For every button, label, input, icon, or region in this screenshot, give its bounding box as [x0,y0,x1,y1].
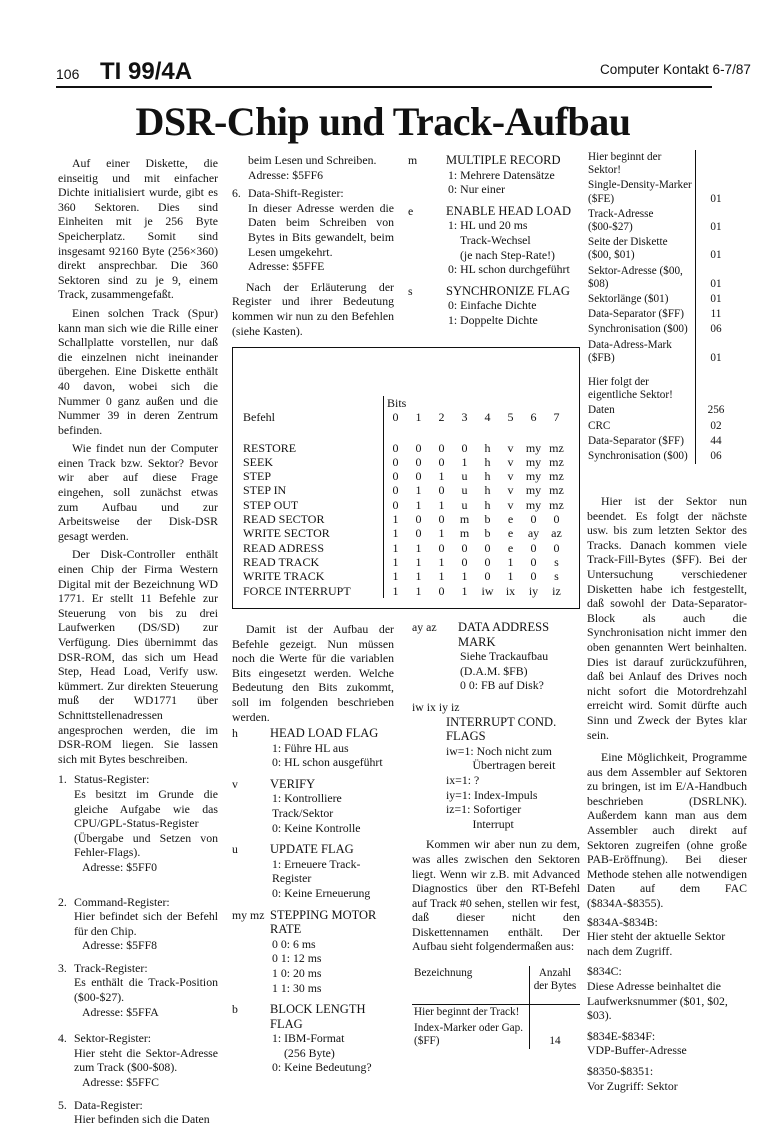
command-row [243,526,568,540]
sector-row-label: Hier beginnt der Sektor! [588,151,662,177]
sector-row [586,403,736,418]
register-list [58,772,218,1126]
bit-value: e [507,540,514,555]
bit-value: mz [549,483,564,498]
sector-row [586,178,736,206]
bit-value: 0 [484,540,491,555]
sector-row [586,338,736,366]
flag-key: iw ix iy iz [412,699,460,714]
bit-value: 1 [415,569,422,584]
bit-value: 1 [461,454,468,469]
sector-row-count [696,150,737,178]
bit-value: 0 [438,583,445,598]
flag-key: v [232,776,238,791]
sector-row-count: 01 [696,292,737,307]
bit-value: 0 [438,440,445,455]
bit-value: 1 [384,569,408,583]
bit-value: 0 [438,540,445,555]
column-3-top [408,153,580,335]
list-number: 2. [58,894,67,909]
paragraph: Nach der Erläuterung der Register und ihrer Bedeutung kommen wir nun zu den Befehlen (siehe Kasten). [232,279,394,338]
command-row [243,498,568,512]
bit-value: mz [549,454,564,469]
sector-row-label: Daten [588,404,615,417]
bit-value: 1 [438,554,445,569]
list-number: 6. [232,186,241,201]
command-name: STEP [243,469,272,484]
list-address: Adresse: $5FFA [82,1004,159,1019]
command-row [243,441,568,455]
bit-value: b [484,526,491,541]
list-head: Track-Register: [74,960,148,975]
flag-value: 1: Führe HL aus [272,740,349,755]
flag-name: ENABLE HEAD LOAD [446,203,571,218]
sector-row-label: Data-Adress-Mark ($FB) [588,338,672,364]
bit-value: my [525,483,542,498]
bit-value: h [484,454,491,469]
list-head: Status-Register: [74,772,150,787]
bit-value: 1 [384,555,408,569]
flag-key: b [232,1002,238,1017]
list-item [232,186,394,274]
sector-row-label: Data-Separator ($FF) [588,434,684,447]
bit-number: 2 [438,410,445,425]
bit-value: 0 [530,554,537,569]
address-list [587,915,747,1094]
flag-key: s [408,283,413,298]
bit-number: 0 [384,410,408,424]
bit-value: b [484,512,491,527]
command-name: FORCE INTERRUPT [243,583,351,598]
bit-value: 0 [415,454,422,469]
sector-row-count: 01 [696,178,737,206]
flag-key: ay az [412,620,437,634]
sector-row-label: Synchronisation ($00) [588,450,688,463]
flag-value: Übertragen bereit [446,758,556,773]
list-address: Adresse: $5FFC [82,1075,160,1090]
sector-row [586,292,736,307]
bit-value: 0 [384,441,408,455]
bit-value: 1 [384,512,408,526]
sector-row [586,419,736,434]
address-label: $8350-$8351: [587,1063,654,1078]
bit-value: 1 [461,583,468,598]
bit-value: 0 [438,512,445,527]
address-label: $834E-$834F: [587,1028,656,1043]
list-head: Data-Register: [74,1097,143,1112]
flag-value: 0 1: 12 ms [272,951,322,966]
sector-row [586,307,736,322]
sector-row-count: 02 [696,419,737,434]
bit-value: 0 [461,440,468,455]
address-label: $834A-$834B: [587,914,658,929]
paragraph: Einen solchen Track (Spur) kann man sich wie die Rille einer Schallplatte vorstellen, nur daß die einzelnen nicht ineinander übergehen. Eine Diskette enthält 40 davon, wobei sich die Nummer 0 ganz außen und die Nummer 39 in deren Zentrum befinden. [58,305,218,437]
bit-value: 1 [438,526,445,541]
flag-name: BLOCK LENGTH FLAG [270,1002,366,1031]
bit-value: v [507,454,514,469]
flag-value: iy=1: Index-Impuls [446,787,538,802]
bit-value: 0 [384,469,408,483]
column-3-bottom [412,620,580,1049]
bit-value: 1 [415,540,422,555]
list-item [58,961,218,1019]
flag-definition [408,204,580,277]
flag-key: h [232,726,238,740]
flag-value: (D.A.M. $FB) [460,663,528,678]
list-body: Es enthält die Track-Position ($00-$27). [74,975,218,1005]
sector-row-count [696,366,737,403]
flag-value: Interrupt [446,816,514,831]
flag-value: 0: Keine Erneuerung [272,885,371,900]
command-row [243,555,568,569]
bit-value: m [459,512,470,527]
column-4-text [587,494,747,1093]
flag-key: u [232,842,238,857]
paragraph: Kommen wir aber nun zu dem, was alles zwischen den Sektoren liegt. Wenn wir z.B. mit Advanced Diagnostics über den RT-Befehl auf Track #0 sehen, stellen wir fest, daß dieser nicht den Diskettennamen enthält. Der Aufbau sieht folgendermaßen aus: [412,837,580,954]
list-body: Hier befinden sich die Daten [74,1112,210,1127]
list-number: 3. [58,960,67,975]
command-name: READ TRACK [243,554,320,569]
sector-row [586,449,736,464]
list-body: Hier befindet sich der Befehl für den Chip. [74,909,218,938]
sector-row-label: Synchronisation ($00) [588,323,688,336]
bit-value: my [525,497,542,512]
flag-definition [232,1002,404,1075]
flag-name: DATA ADDRESS MARK [458,620,550,649]
bit-value: iw [481,583,494,598]
sector-row-label: Sektor-Adresse ($00, $08) [588,264,683,290]
column-4 [586,150,746,464]
list-address: Adresse: $5FF8 [82,938,158,953]
list-item [58,895,218,953]
paragraph: Hier ist der Sektor nun beendet. Es folgt der nächste usw. bis zum letzten Sektor des Tracks. Danach kommen viele Track-Fill-Bytes ($FF). Bei der Untersuchung verschiedener Disketten habe ich festgestellt, daß sowohl der Data-Separator-Block als auch die Synchronisation nicht immer den oben genannten Wert beinhalten. Dies ist darauf zurückzuführen, daß bei Anlauf des Drives noch nicht sofort die Motordrehzahl erreicht wird. Somit dürfte auch Sinn und Zweck der Bytes klar sein. [587,494,747,742]
flag-name: UPDATE FLAG [270,842,354,857]
sector-row [586,366,736,403]
command-table-box [232,347,580,609]
flag-value: 0: HL schon durchgeführt [448,262,570,277]
command-row [243,512,568,526]
flag-definition [412,620,580,693]
flag-definition [232,842,404,900]
bit-value: az [551,526,562,541]
bit-value: 1 [507,569,514,584]
bit-value: iz [552,583,561,598]
sector-row-count: 06 [696,449,737,464]
track-row-count [530,1005,581,1021]
flag-value: 0: Nur einer [448,182,505,197]
flag-value: Track-Wechsel [460,232,531,247]
bit-value: v [507,469,514,484]
bit-value: 1 [384,526,408,540]
list-item [58,772,218,874]
bit-definitions [232,726,404,1082]
flag-definition [232,777,404,835]
flag-value: 1: Erneuere Track-Register [272,856,361,886]
track-row-label: Index-Marker oder Gap. ($FF) [414,1021,524,1047]
bit-value: 0 [415,526,422,541]
sector-row [586,235,736,263]
flag-definition [232,726,404,770]
command-row [243,483,568,497]
bit-value: ix [505,583,516,598]
flag-definition [412,700,580,831]
bit-value: 1 [438,497,445,512]
list-number: 4. [58,1031,67,1046]
bit-number: 3 [461,410,468,425]
command-row [243,541,568,555]
address-desc: Hier steht der aktuelle Sektor nach dem Zugriff. [587,929,726,958]
bit-value: u [461,469,468,484]
bit-value: 0 [484,554,491,569]
bit-number: 6 [530,410,537,425]
issue-label: Computer Kontakt 6-7/87 [600,62,751,77]
track-row-label: Hier beginnt der Track! [412,1005,530,1021]
list-address: Adresse: $5FF0 [82,859,158,874]
flag-name: HEAD LOAD FLAG [270,726,379,740]
bit-value: 1 [461,569,468,584]
flag-name: MULTIPLE RECORD [446,153,561,167]
flag-value: 1 0: 20 ms [272,965,322,980]
sector-row-count: 06 [696,322,737,337]
sector-row-label: Data-Separator ($FF) [588,308,684,321]
flag-value: 1: IBM-Format [272,1031,345,1046]
bit-value: my [525,454,542,469]
bit-value: 0 [384,498,408,512]
bit-value: 0 [415,469,422,484]
paragraph: Damit ist der Aufbau der Befehle gezeigt. Nun müssen noch die Werte für die variablen Bits eingesetzt werden. Welche Bedeutung den Bits zukommt, soll im folgenden beschrieben werden. [232,622,394,724]
command-row [243,569,568,583]
bit-value: 0 [438,483,445,498]
bit-value: 1 [415,497,422,512]
paragraph: Wie findet nun der Computer einen Track bzw. Sektor? Bevor wir aber auf diese Frage eingehen, soll zunächst etwas zum Aufbau und zur Arbeitsweise der Disk-DSR gesagt werden. [58,441,218,543]
list-item [58,1098,218,1127]
flag-value: 0 0: 6 ms [272,936,316,951]
bit-value: s [554,569,559,584]
bit-value: e [507,526,514,541]
flag-value: 1: Mehrere Datensätze [448,167,555,182]
flag-value: 0: Keine Bedeutung? [272,1060,372,1075]
command-name: STEP OUT [243,497,299,512]
sector-row-count: 01 [696,338,737,366]
flag-definition [408,153,580,197]
bit-value: h [484,469,491,484]
list-address: Adresse: $5FFE [248,259,325,274]
bit-value: 0 [461,554,468,569]
sector-table [586,150,736,464]
flag-value: Siehe Trackaufbau [460,649,549,664]
sector-row [586,322,736,337]
flag-key: m [408,153,418,167]
sector-row-label: Sektorlänge ($01) [588,293,669,306]
bit-value: mz [549,469,564,484]
sector-row [586,150,736,178]
list-body: In dieser Adresse werden die Daten beim Schreiben von Bytes in Bits gewandelt, beim Lesen umgekehrt. [248,200,394,259]
address-desc: Vor Zugriff: Sektor [587,1078,678,1093]
flag-value: 0: Keine Kontrolle [272,820,361,835]
sector-row [586,264,736,292]
bit-value: 0 [530,569,537,584]
bit-value: 0 [415,512,422,527]
bit-value: v [507,497,514,512]
flag-value: 1 1: 30 ms [272,980,322,995]
command-name: READ SECTOR [243,512,325,527]
track-table-header: Bezeichnung [414,967,473,980]
flag-value: 1: Kontrolliere Track/Sektor [272,791,342,820]
page-number: 106 [56,66,80,82]
bit-value: h [484,440,491,455]
bit-value: 0 [530,540,537,555]
flag-value: 1: HL und 20 ms [448,218,528,233]
bit-number: 1 [415,410,422,425]
list-item [58,1031,218,1089]
bit-value: my [525,469,542,484]
track-table [412,966,580,1049]
article-title: DSR-Chip und Track-Aufbau [135,99,631,144]
bit-value: 0 [384,483,408,497]
bit-value: v [507,440,514,455]
bit-value: ay [527,526,540,541]
command-name: SEEK [243,454,273,469]
bit-value: 0 [438,454,445,469]
magazine-section: TI 99/4A [100,58,193,85]
sector-row-label: Single-Density-Marker ($FE) [588,179,692,205]
bit-value: 1 [384,541,408,555]
sector-row [586,207,736,235]
track-row-count: 14 [530,1021,581,1049]
flag-key: my mz [232,907,265,922]
flag-name: STEPPING MOTOR RATE [270,907,377,937]
bit-value: h [484,497,491,512]
bit-value: iy [528,583,539,598]
sector-row-count: 256 [696,403,737,418]
paragraph: Der Disk-Controller enthält einen Chip der Firma Western Digital mit der Bezeichnung WD 1771. Er stellt 11 Befehle zur Steuerung von bis zu drei Laufwerken (DS/SD) zur Verfügung. Dies übernimmt das DSR-ROM, das sich um Head Step, Head Load, Verify usw. kümmert. Zur direkten Steuerung muß der WD1771 über Schnittstellenadressen angesprochen werden, die im DSR-ROM liegen. Sie lassen sich mit Bytes beschreiben. [58,547,218,766]
sector-row-count: 11 [696,307,737,322]
bit-value: 0 [484,569,491,584]
paragraph: Eine Möglichkeit, Programme aus dem Assembler auf Sektoren zu bringen, ist im E/A-Handbuch beschrieben (DSRLNK). Außerdem kann man aus dem Assembler auch direkt auf Sektoren zugreifen (ohne große PAB-Eröffnung). Bei dieser Methode stehen alle notwendigen Daten auf dem FAC ($834A-$8355). [587,750,747,911]
address-desc: Diese Adresse beinhaltet die Laufwerksnummer ($01, $02, $03). [587,979,728,1023]
bit-value: h [484,483,491,498]
register-address: Adresse: $5FF6 [248,167,324,182]
sector-row-count: 01 [696,235,737,263]
flag-value: 0: HL schon ausgeführt [272,755,383,770]
flag-value: 1: Doppelte Dichte [448,312,538,327]
bit-number: 5 [507,410,514,425]
bit-value: 1 [438,569,445,584]
command-row [243,469,568,483]
flag-name: INTERRUPT COND. FLAGS [446,714,557,744]
bit-value: 0 [530,512,537,527]
command-name: RESTORE [243,440,297,455]
bit-value: 1 [415,483,422,498]
flag-value: (je nach Step-Rate!) [460,247,555,262]
bit-value: 0 [384,455,408,469]
bit-number: 4 [484,410,491,425]
bit-value: my [525,440,542,455]
flag-value: iw=1: Noch nicht zum [446,743,552,758]
header-rule [56,86,712,88]
flag-definition [408,284,580,328]
command-name: WRITE SECTOR [243,526,330,541]
flag-name: VERIFY [270,776,316,791]
bit-value: 1 [438,469,445,484]
command-name: READ ADRESS [243,540,325,555]
flag-value: (256 Byte) [284,1045,335,1060]
command-name: STEP IN [243,483,287,498]
command-row [243,584,568,598]
bit-value: 0 [415,440,422,455]
bit-value: u [461,483,468,498]
bit-value: u [461,497,468,512]
flag-value: iz=1: Sofortiger [446,802,522,817]
bit-value: e [507,512,514,527]
sector-row [586,434,736,449]
bit-value: s [554,554,559,569]
flag-value: ix=1: ? [446,772,480,787]
bits-header: Bits [384,396,569,410]
bit-number: 7 [553,410,560,425]
paragraph: Auf einer Diskette, die einseitig und mit einfacher Dichte initialisiert wurde, gibt es 360 Sektoren. Dies sind Einheiten mit je 256 Byte Speicherplatz. Somit sind insgesamt 92160 Byte (256×360) direkt ansprechbar. Die 360 Sektoren sind zu je 9, einem Track, zusammengefaßt. [58,156,218,302]
track-table-count-header: Anzahl der Bytes [530,966,581,994]
command-table [243,396,568,598]
bit-value: 0 [553,512,560,527]
list-body: Es besitzt im Grunde die gleiche Aufgabe wie das CPU/GPL-Status-Register (Übergabe und Setzen von Fehler-Flags). [74,786,218,860]
list-head: Sektor-Register: [74,1031,152,1046]
sector-row-label: CRC [588,419,611,432]
list-body: Hier steht die Sektor-Adresse zum Track ($00-$08). [74,1045,218,1075]
continued-text: beim Lesen und Schreiben. [248,153,377,167]
flag-value: 0: Einfache Dichte [448,298,537,313]
flag-name: SYNCHRONIZE FLAG [446,283,570,298]
bit-value: m [459,526,470,541]
bit-value: mz [549,497,564,512]
list-head: Command-Register: [74,894,170,909]
sector-row-label: Track-Adresse ($00-$27) [588,207,654,234]
bit-value: 1 [415,554,422,569]
column-2-top [232,153,394,338]
bit-value: 1 [415,583,422,598]
bit-value: 0 [553,540,560,555]
flag-value: 0 0: FB auf Disk? [460,678,544,693]
sector-row-count: 01 [696,207,737,235]
flag-definition [232,908,404,996]
command-row [243,455,568,469]
list-number: 1. [58,772,67,787]
address-desc: VDP-Buffer-Adresse [587,1043,687,1058]
sector-row-count: 44 [696,434,737,449]
bit-value: 1 [384,584,408,598]
bit-value: v [507,483,514,498]
sector-row-label: Seite der Diskette ($00, $01) [588,236,668,262]
bit-value: 0 [461,540,468,555]
sector-row-label: Hier folgt der eigentliche Sektor! [588,376,673,402]
bit-value: mz [549,440,564,455]
list-number: 5. [58,1097,67,1112]
bit-value: 1 [507,554,514,569]
command-name: WRITE TRACK [243,569,325,584]
befehl-header: Befehl [243,410,275,425]
list-head: Data-Shift-Register: [248,186,344,201]
flag-key: e [408,203,414,218]
sector-row-count: 01 [696,264,737,292]
column-1 [58,156,218,1135]
address-label: $834C: [587,964,622,979]
column-2-bottom [232,622,394,724]
